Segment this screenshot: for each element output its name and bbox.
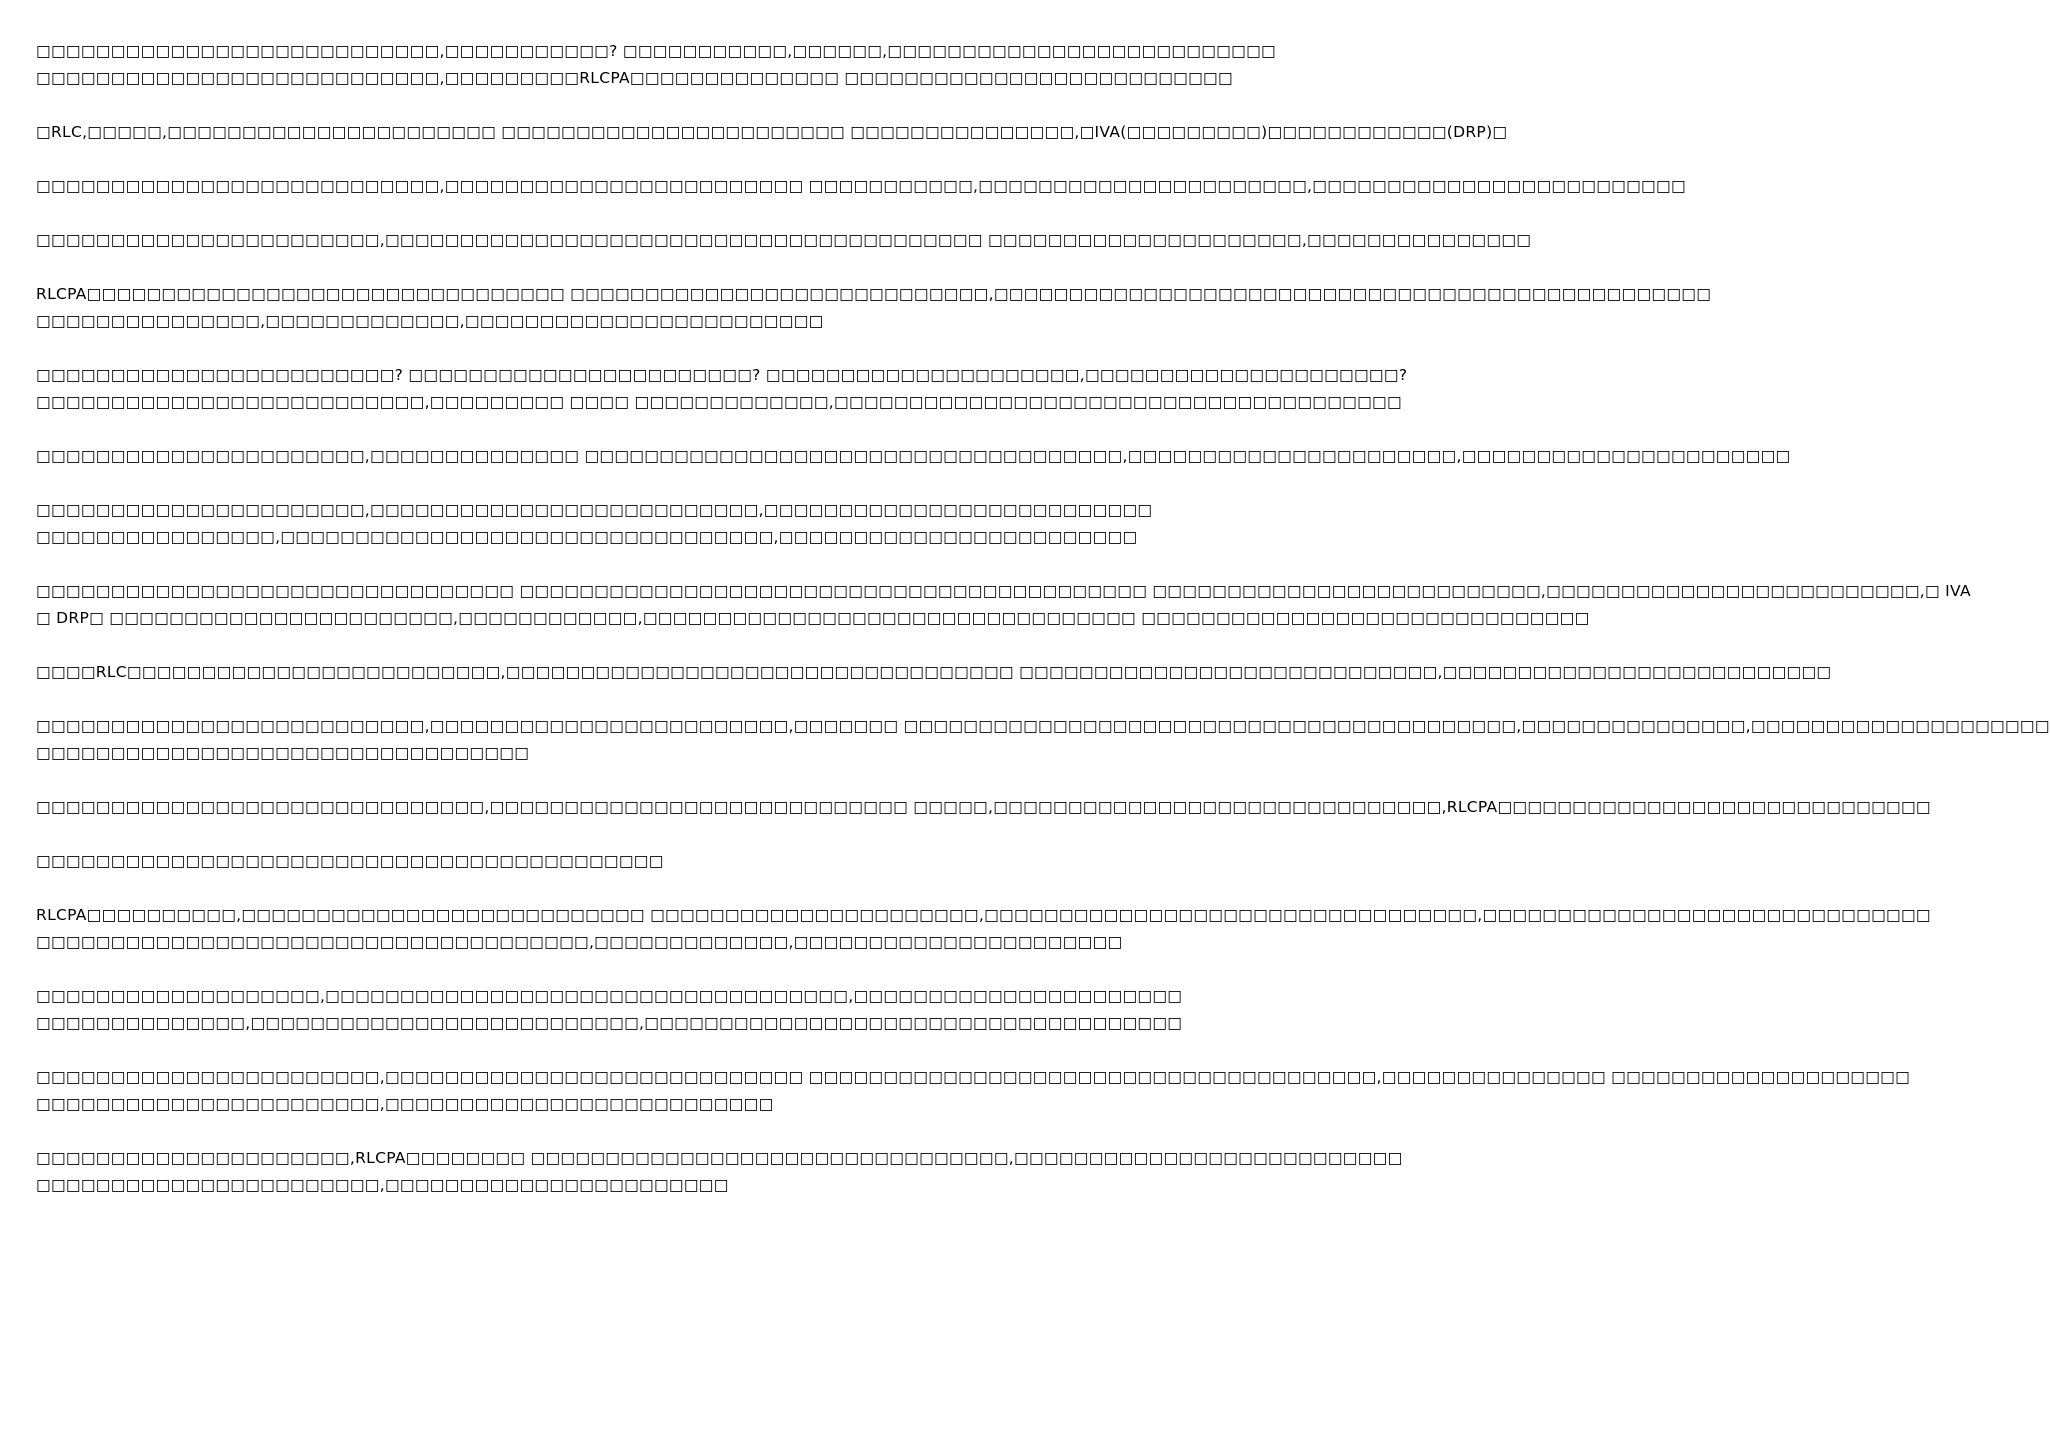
text-line: □□□□□□□□□□□□□□□□□□□,□□□□□□□□□□□□□□□□□□□□□□□□□□□□□□□□□□□,□□□□□□□□□□□□□□□□□□□□□□ bbox=[36, 987, 1183, 1005]
paragraph-8 bbox=[36, 497, 1153, 551]
text-line: □□□□RLC□□□□□□□□□□□□□□□□□□□□□□□□□,□□□□□□□□□□□□□□□□□□□□□□□□□□□□□□□□□□ □□□□□□□□□□□□□□□□□□□□□□□□□□□□,□□□□□□□□□□□□□□□□□□□□□□□□□□ bbox=[36, 663, 1832, 681]
paragraph-12 bbox=[36, 794, 1931, 821]
text-line: □□□□□□□□□□□□□□□□□□□□□□□□□□,□□□□□□□□□□□□□□□□□□□□□□□□,□□□□□□□ □□□□□□□□□□□□□□□□□□□□□□□□□□□□□□□□□□□□□□□□□,□□□□□□□□□□□□□□□,□□□□□□□□□□□□□□□□□□□□ bbox=[36, 717, 2050, 735]
paragraph-17 bbox=[36, 1145, 1403, 1199]
paragraph-3 bbox=[36, 173, 1686, 200]
text-line: □□□□□□□□□□□□□□□□□□□□□□□□□□□,□□□□□□□□□□□? □□□□□□□□□□□,□□□□□□,□□□□□□□□□□□□□□□□□□□□□□□□□□ bbox=[36, 42, 1276, 60]
text-line: □□□□□□□□□□□□□□□□□□□□□□□□? □□□□□□□□□□□□□□□□□□□□□□□? □□□□□□□□□□□□□□□□□□□□□,□□□□□□□□□□□□□□□□□□□□□? bbox=[36, 366, 1408, 384]
text-line: □□□□□□□□□□□□□□□□□□□□□□,□□□□□□□□□□□□□□□□□□□□□□□□□□,□□□□□□□□□□□□□□□□□□□□□□□□□□ bbox=[36, 501, 1153, 519]
text-line: □□□□□□□□□□□□□□□□□□□□□□□□□□□□□□,□□□□□□□□□□□□□□□□□□□□□□□□□□□□ □□□□□,□□□□□□□□□□□□□□□□□□□□□□□□□□□□□□,RLCPA□□□□□□□□□□□□□□□□□□□□□□□□□□□□□ bbox=[36, 798, 1931, 816]
text-line: RLCPA□□□□□□□□□□,□□□□□□□□□□□□□□□□□□□□□□□□□□□ □□□□□□□□□□□□□□□□□□□□□□,□□□□□□□□□□□□□□□□□□□□□□□□□□□□□□□□□,□□□□□□□□□□□□□□□□□□□□□□□□□□□□□□ bbox=[36, 906, 1931, 924]
text-line: □ DRP□ □□□□□□□□□□□□□□□□□□□□□□□,□□□□□□□□□□□□,□□□□□□□□□□□□□□□□□□□□□□□□□□□□□□□□□ □□□□□□□□□□□□□□□□□□□□□□□□□□□□□□ bbox=[36, 609, 1590, 627]
paragraph-4 bbox=[36, 227, 1532, 254]
text-line: □□□□□□□□□□□□□□□□□□□□□□□,□□□□□□□□□□□□□□□□□□□□□□□□□□□□□□□□□□□□□□□□ □□□□□□□□□□□□□□□□□□□□□,□□□□□□□□□□□□□□□ bbox=[36, 231, 1532, 249]
text-line: □□□□□□□□□□□□□□□□□□□□□□,□□□□□□□□□□□□□□ □□□□□□□□□□□□□□□□□□□□□□□□□□□□□□□□□□□□,□□□□□□□□□□□□□□□□□□□□□□,□□□□□□□□□□□□□□□□□□□□□□ bbox=[36, 447, 1791, 465]
paragraph-9 bbox=[36, 578, 1971, 632]
paragraph-14 bbox=[36, 902, 1931, 956]
text-line: □□□□□□□□□□□□□□□□□□□□□,RLCPA□□□□□□□□ □□□□□□□□□□□□□□□□□□□□□□□□□□□□□□□□,□□□□□□□□□□□□□□□□□□□□□□□□□□ bbox=[36, 1149, 1403, 1167]
text-line: □□□□□□□□□□□□□□□□□□□□□□□,□□□□□□□□□□□□□□□□□□□□□□□ bbox=[36, 1176, 729, 1194]
paragraph-1 bbox=[36, 38, 1276, 92]
text-line: □□□□□□□□□□□□□□,□□□□□□□□□□□□□□□□□□□□□□□□□□,□□□□□□□□□□□□□□□□□□□□□□□□□□□□□□□□□□□□ bbox=[36, 1014, 1183, 1032]
paragraph-10 bbox=[36, 659, 1832, 686]
text-line: □□□□□□□□□□□□□□□□□□□□□□□□□□□□□□□□ □□□□□□□□□□□□□□□□□□□□□□□□□□□□□□□□□□□□□□□□□□ □□□□□□□□□□□□□□□□□□□□□□□□□□,□□□□□□□□□□□□□□□□□□□□□□□□□,□ IVA bbox=[36, 582, 1971, 600]
text-line: □□□□□□□□□□□□□□□□□□□□□□□□□□□□□□□□□□□□□□□□□□ bbox=[36, 852, 664, 870]
text-line: □□□□□□□□□□□□□□□□□□□□□□□□□□□□□□□□□ bbox=[36, 744, 530, 762]
text-line: □□□□□□□□□□□□□□□□□□□□□□□,□□□□□□□□□□□□□□□□□□□□□□□□□□ bbox=[36, 1095, 774, 1113]
text-line: □□□□□□□□□□□□□□□,□□□□□□□□□□□□□,□□□□□□□□□□□□□□□□□□□□□□□□ bbox=[36, 312, 824, 330]
paragraph-5 bbox=[36, 281, 1712, 335]
paragraph-7 bbox=[36, 443, 1791, 470]
paragraph-13 bbox=[36, 848, 988, 875]
text-line: □□□□□□□□□□□□□□□□□□□□□□□□□□□□□□□□□□□□□,□□□□□□□□□□□□□,□□□□□□□□□□□□□□□□□□□□□□ bbox=[36, 933, 1123, 951]
text-line: □□□□□□□□□□□□□□□□□□□□□□□□□□,□□□□□□□□□ □□□□ □□□□□□□□□□□□□,□□□□□□□□□□□□□□□□□□□□□□□□□□□□□□□□□□□□□□ bbox=[36, 393, 1402, 411]
text-line: □□□□□□□□□□□□□□□□□□□□□□□□□□□,□□□□□□□□□□□□□□□□□□□□□□□□ □□□□□□□□□□□,□□□□□□□□□□□□□□□□□□□□□□,□□□□□□□□□□□□□□□□□□□□□□□□□ bbox=[36, 177, 1686, 195]
paragraph-11 bbox=[36, 713, 2050, 767]
text-line: □RLC,□□□□□,□□□□□□□□□□□□□□□□□□□□□□ □□□□□□□□□□□□□□□□□□□□□□□ □□□□□□□□□□□□□□□,□IVA(□□□□□□□□□)□□□□□□□□□□□□(DRP)□ bbox=[36, 123, 1508, 141]
text-line: RLCPA□□□□□□□□□□□□□□□□□□□□□□□□□□□□□□□□ □□□□□□□□□□□□□□□□□□□□□□□□□□□□,□□□□□□□□□□□□□□□□□□□□□□□□□□□□□□□□□□□□□□□□□□□□□□□□ bbox=[36, 285, 1712, 303]
text-line: □□□□□□□□□□□□□□□□,□□□□□□□□□□□□□□□□□□□□□□□□□□□□□□□□□,□□□□□□□□□□□□□□□□□□□□□□□□ bbox=[36, 528, 1138, 546]
paragraph-2 bbox=[36, 119, 1508, 146]
paragraph-15 bbox=[36, 983, 1183, 1037]
text-line: □□□□□□□□□□□□□□□□□□□□□□□□□□□,□□□□□□□□□RLCPA□□□□□□□□□□□□□□ □□□□□□□□□□□□□□□□□□□□□□□□□□ bbox=[36, 69, 1233, 87]
paragraph-6 bbox=[36, 362, 1408, 416]
text-line: □□□□□□□□□□□□□□□□□□□□□□□,□□□□□□□□□□□□□□□□□□□□□□□□□□□□ □□□□□□□□□□□□□□□□□□□□□□□□□□□□□□□□□□□□□□,□□□□□□□□□□□□□□□ □□□□□□□□□□□□□□□□□□□□ bbox=[36, 1068, 1911, 1086]
paragraph-16 bbox=[36, 1064, 1911, 1118]
